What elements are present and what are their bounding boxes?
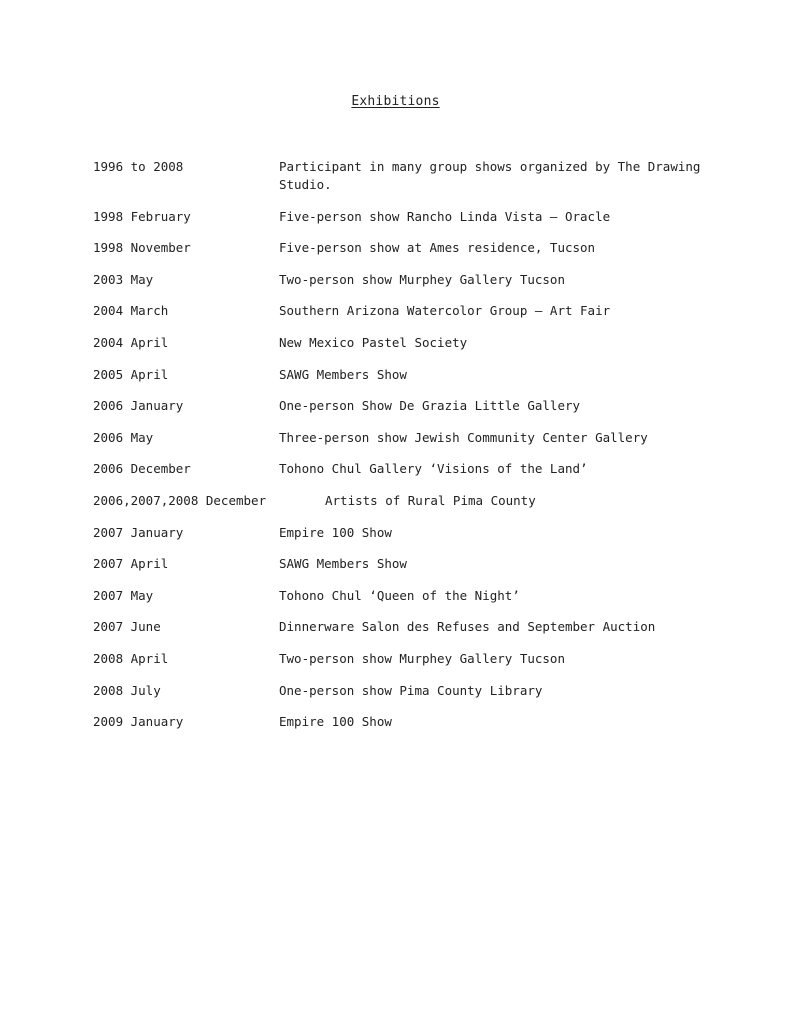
exhibition-row <box>93 524 713 542</box>
exhibition-description: Empire 100 Show <box>279 524 392 540</box>
page-title <box>0 93 791 111</box>
exhibition-date: 2006 December <box>93 461 191 477</box>
exhibition-date: 2007 May <box>93 587 154 603</box>
exhibition-row <box>93 429 713 447</box>
exhibition-description: Dinnerware Salon des Refuses and September Auction <box>279 619 656 635</box>
exhibition-description: Empire 100 Show <box>279 714 392 730</box>
exhibition-date: 2007 June <box>93 619 161 635</box>
exhibition-date: 2003 May <box>93 271 154 287</box>
exhibition-description: Southern Arizona Watercolor Group – Art Fair <box>279 303 611 319</box>
exhibition-row <box>93 713 713 731</box>
exhibition-date: 2006,2007,2008 December <box>93 492 267 508</box>
exhibition-date: 2008 April <box>93 650 169 666</box>
exhibition-date: 2004 March <box>93 303 169 319</box>
exhibition-description: SAWG Members Show <box>279 556 407 572</box>
exhibition-description: SAWG Members Show <box>279 366 407 382</box>
exhibition-date: 1998 November <box>93 240 191 256</box>
exhibition-row <box>93 302 713 320</box>
exhibition-description: Participant in many group shows organized by The Drawing Studio. <box>279 159 701 192</box>
exhibition-description: Five-person show at Ames residence, Tucson <box>279 240 596 256</box>
exhibition-date: 2009 January <box>93 714 184 730</box>
exhibition-list <box>93 158 713 745</box>
exhibition-row <box>93 682 713 700</box>
exhibition-description: New Mexico Pastel Society <box>279 334 468 350</box>
exhibition-date: 1996 to 2008 <box>93 159 184 174</box>
exhibition-date: 2008 July <box>93 682 161 698</box>
exhibition-row <box>93 271 713 289</box>
exhibition-date: 2006 January <box>93 398 184 414</box>
exhibition-row <box>93 650 713 668</box>
exhibition-row <box>93 460 713 478</box>
exhibition-date: 2006 May <box>93 429 154 445</box>
exhibition-row <box>93 618 713 636</box>
exhibition-row <box>93 555 713 573</box>
exhibition-row <box>93 208 713 226</box>
exhibition-description: Artists of Rural Pima County <box>325 492 536 508</box>
exhibition-description: Tohono Chul Gallery ‘Visions of the Land’ <box>279 461 588 477</box>
exhibition-description: Tohono Chul ‘Queen of the Night’ <box>279 587 520 603</box>
exhibition-row <box>93 492 713 510</box>
exhibition-row <box>93 239 713 257</box>
exhibition-date: 2004 April <box>93 334 169 350</box>
exhibition-row <box>93 334 713 352</box>
exhibition-description: Three-person show Jewish Community Center Gallery <box>279 429 648 445</box>
exhibition-description: One-person Show De Grazia Little Gallery <box>279 398 581 414</box>
exhibition-date: 2007 April <box>93 556 169 572</box>
exhibition-description: Five-person show Rancho Linda Vista – Oracle <box>279 208 611 224</box>
exhibition-date: 2007 January <box>93 524 184 540</box>
exhibition-date: 2005 April <box>93 366 169 382</box>
exhibition-row <box>93 397 713 415</box>
exhibition-row <box>93 587 713 605</box>
exhibition-date: 1998 February <box>93 208 191 224</box>
exhibition-description: One-person show Pima County Library <box>279 682 543 698</box>
exhibition-row <box>93 366 713 384</box>
exhibition-row <box>93 158 713 194</box>
exhibition-description: Two-person show Murphey Gallery Tucson <box>279 271 565 287</box>
page-title-text: Exhibitions <box>351 94 440 109</box>
exhibition-description: Two-person show Murphey Gallery Tucson <box>279 650 565 666</box>
